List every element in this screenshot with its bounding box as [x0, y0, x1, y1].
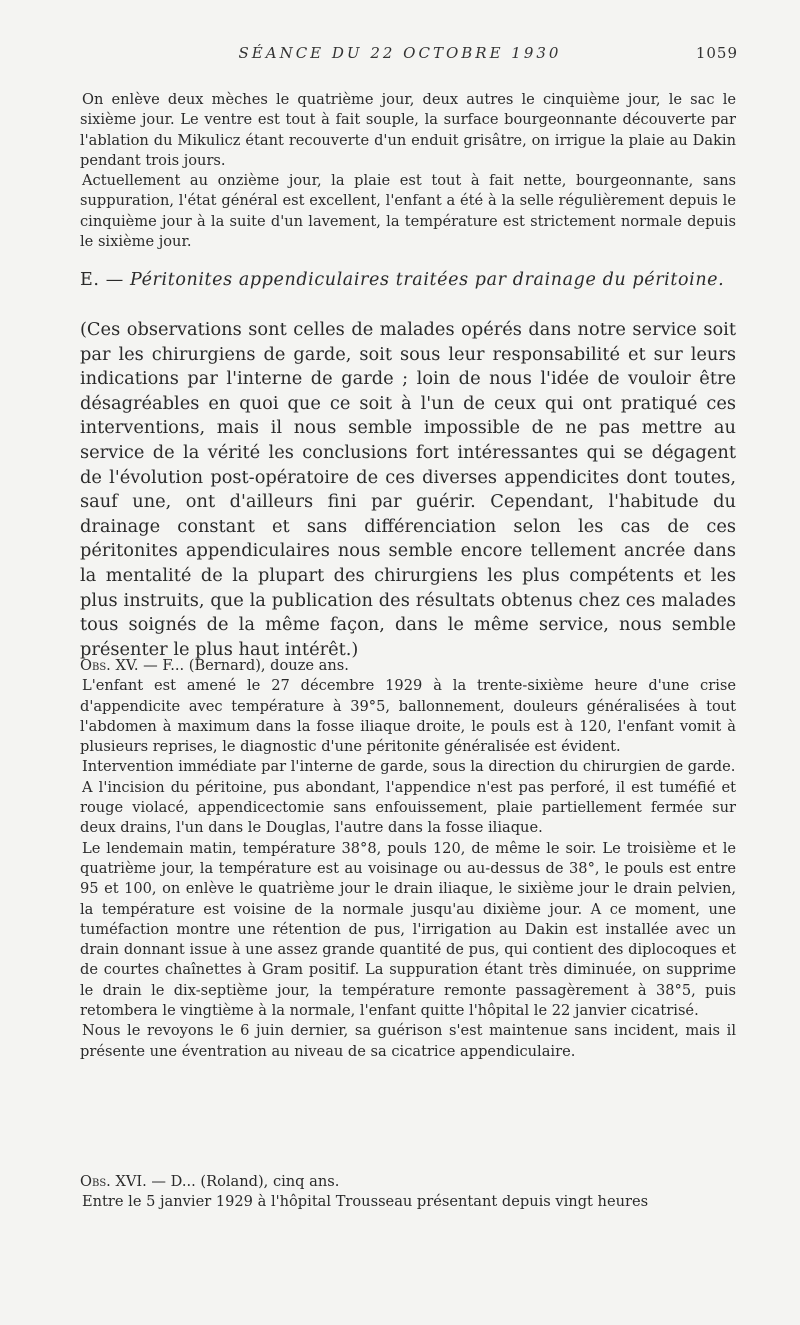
obs-15-label: Obs. XV.	[80, 657, 139, 674]
obs-15-paragraph-1: L'enfant est amené le 27 décembre 1929 à la trente-sixième heure d'une crise d'appendicite avec température à 39°5, ballonnement, douleurs généralisées à tout l'abdomen à maximum dans la fosse iliaque droite, le pouls est à 120, l'enfant vomit à plusieurs reprises, le diagnostic d'une péritonite généralisée est évident.	[80, 677, 736, 756]
section-e-heading	[80, 268, 736, 292]
running-head	[0, 44, 800, 68]
obs-15-heading	[80, 656, 736, 676]
obs-16-patient: — D... (Roland), cinq ans.	[151, 1173, 340, 1190]
section-e-letter: E. —	[80, 270, 124, 290]
page-number: 1059	[695, 44, 738, 62]
obs-16-heading	[80, 1172, 736, 1192]
section-e-body: (Ces observations sont celles de malades opérés dans notre service soit par les chirurgiens de garde, soit sous leur responsabilité et sur leurs indications par l'interne de garde ; loin de nous l'idée de vouloir être désagréables en quoi que ce soit à l'un de ceux qui ont pratiqué ces interventions, mais il nous semble impossible de ne pas mettre au service de la vérité les conclusions fort intéressantes qui se dégagent de l'évolution post-opératoire de ces diverses appendicites dont toutes, sauf une, ont d'ailleurs fini par guérir. Cependant, l'habitude du drainage constant et sans différenciation selon les cas de ces péritonites appendiculaires nous semble encore tellement ancrée dans la mentalité de la plupart des chirurgiens les plus compétents et les plus instruits, que la publication des résultats obtenus chez ces malades tous soignés de la même façon, dans le même service, nous semble présenter le plus haut intérêt.)	[80, 319, 736, 660]
intro-paragraph-2: Actuellement au onzième jour, la plaie est tout à fait nette, bourgeonnante, sans suppuration, l'état général est excellent, l'enfant a été à la selle régulièrement depuis le cinquième jour à la suite d'un lavement, la température est strictement normale depuis le sixième jour.	[80, 172, 736, 251]
obs-15-patient: — F... (Bernard), douze ans.	[143, 657, 349, 674]
intro-paragraph-1: On enlève deux mèches le quatrième jour, deux autres le cinquième jour, le sac le sixième jour. Le ventre est tout à fait souple, la surface bourgeonnante découverte par l'ablation du Mikulicz étant recouverte d'un enduit grisâtre, on irrigue la plaie au Dakin pendant trois jours.	[80, 91, 736, 169]
obs-15-paragraph-3: A l'incision du péritoine, pus abondant, l'appendice n'est pas perforé, il est tuméfié et rouge violacé, appendicectomie sans enfouissement, plaie partiellement fermée sur deux drains, l'un dans le Douglas, l'autre dans la fosse iliaque.	[80, 778, 736, 837]
obs-15-paragraph-4: Le lendemain matin, température 38°8, pouls 120, de même le soir. Le troisième et le quatrième jour, la température est au voisinage ou au-dessus de 38°, le pouls est entre 95 et 100, on enlève le quatrième jour le drain iliaque, le sixième jour le drain pelvien, la température est voisine de la normale jusqu'au dixième jour. A ce moment, une tuméfaction montre une rétention de pus, l'irrigation au Dakin est installée avec un drain donnant issue à une assez grande quantité de pus, qui contient des diplocoques et de courtes chaînettes à Gram positif. La suppuration étant très diminuée, on supprime le drain le dix-septième jour, la température remonte passagèrement à 38°5, puis retombera le vingtième à la normale, l'enfant quitte l'hôpital le 22 janvier cicatrisé.	[80, 839, 736, 1020]
intro-block	[80, 90, 736, 252]
obs-15-paragraph-2: Intervention immédiate par l'interne de garde, sous la direction du chirurgien de garde.	[82, 758, 736, 776]
obs-16-block	[80, 1172, 736, 1213]
section-e-title: Péritonites appendiculaires traitées par drainage du péritoine.	[129, 270, 725, 290]
section-e-body-block	[80, 318, 736, 662]
running-title: SÉANCE DU 22 OCTOBRE 1930	[238, 44, 562, 62]
obs-15-block	[80, 656, 736, 1062]
obs-16-label: Obs. XVI.	[80, 1173, 147, 1190]
obs-15-paragraph-5: Nous le revoyons le 6 juin dernier, sa guérison s'est maintenue sans incident, mais il présente une éventration au niveau de sa cicatrice appendiculaire.	[80, 1022, 736, 1060]
obs-16-paragraph-1: Entre le 5 janvier 1929 à l'hôpital Trousseau présentant depuis vingt heures	[82, 1193, 649, 1211]
